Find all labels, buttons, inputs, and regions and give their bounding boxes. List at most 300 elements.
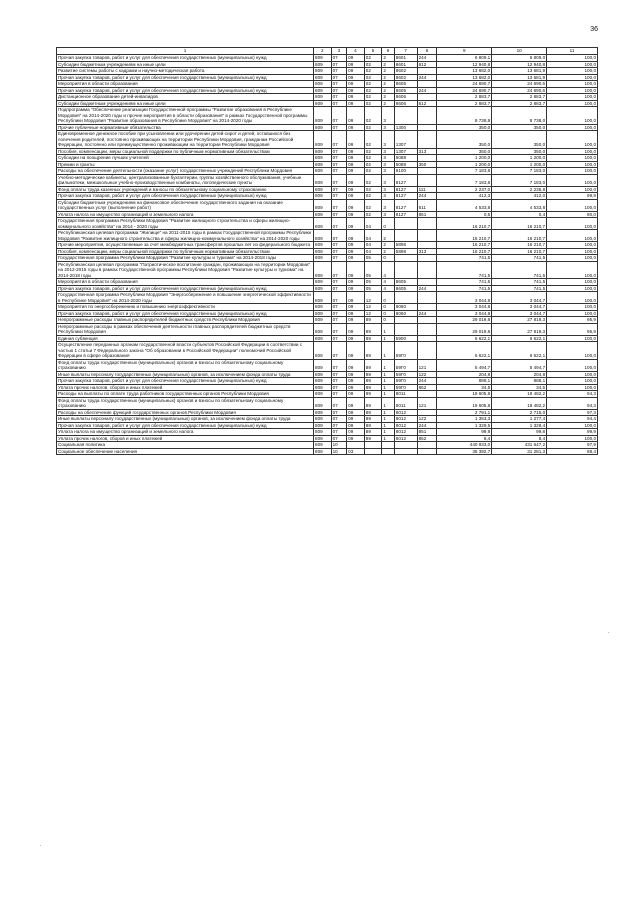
cell-section: 07 — [331, 107, 347, 125]
cell-subsection: 09 — [347, 248, 365, 255]
cell-subprogram: 2 — [382, 248, 394, 255]
cell-expense-type: 121 — [417, 359, 437, 371]
budget-table — [56, 47, 598, 455]
cell-planned: 741,5 — [437, 285, 492, 292]
cell-subprogram: 3 — [382, 211, 394, 218]
cell-subsection: 09 — [347, 61, 365, 68]
cell-subprogram: 3 — [382, 161, 394, 168]
cell-item-code: 59Г0 — [394, 384, 417, 391]
cell-subprogram: 3 — [382, 124, 394, 131]
cell-ministry: 809 — [314, 131, 332, 149]
cell-item-code: 8012 — [394, 409, 417, 416]
cell-section: 07 — [331, 87, 347, 94]
table-row — [57, 261, 598, 279]
cell-executed: 13 681,9 — [492, 68, 547, 75]
cell-subprogram: 4 — [382, 279, 394, 286]
cell-planned: 741,5 — [437, 279, 492, 286]
cell-ministry: 809 — [314, 161, 332, 168]
cell-expense-type: 313 — [417, 148, 437, 155]
cell-description: Субсидии бюджетным учреждениям на иные цели — [57, 100, 314, 107]
cell-subsection: 09 — [347, 342, 365, 360]
cell-section: 10 — [331, 448, 347, 455]
cell-item-code — [394, 218, 417, 230]
cell-expense-type — [417, 292, 437, 304]
cell-executed: 6 622,1 — [492, 342, 547, 360]
cell-item-code: 8605 — [394, 81, 417, 88]
cell-ministry: 809 — [314, 416, 332, 423]
cell-subsection: 09 — [347, 155, 365, 162]
cell-item-code: 8012 — [394, 435, 417, 442]
cell-program: 89 — [364, 378, 382, 385]
cell-percent: 100,0 — [547, 279, 598, 286]
cell-program: 02 — [364, 193, 382, 200]
cell-subprogram: 2 — [382, 100, 394, 107]
column-header: 10 — [492, 48, 547, 55]
cell-subsection: 09 — [347, 161, 365, 168]
cell-planned: 1 200,0 — [437, 155, 492, 162]
cell-percent: 100,0 — [547, 199, 598, 211]
cell-planned: 350,0 — [437, 124, 492, 131]
cell-executed: 350,0 — [492, 124, 547, 131]
cell-planned: 6 809,1 — [437, 55, 492, 62]
cell-percent: 94,3 — [547, 397, 598, 409]
cell-planned: 24 690,7 — [437, 81, 492, 88]
cell-item-code: 8060 — [394, 304, 417, 311]
cell-subprogram: 3 — [382, 199, 394, 211]
cell-subprogram: 1 — [382, 378, 394, 385]
cell-executed: 13 681,9 — [492, 74, 547, 81]
cell-ministry: 809 — [314, 107, 332, 125]
cell-ministry: 809 — [314, 342, 332, 360]
scan-speck — [608, 632, 609, 633]
cell-subsection: 09 — [347, 186, 365, 193]
cell-expense-type: 244 — [417, 193, 437, 200]
table-row — [57, 292, 598, 304]
cell-item-code: 59Г0 — [394, 359, 417, 371]
cell-expense-type: 244 — [417, 74, 437, 81]
cell-section: 07 — [331, 397, 347, 409]
cell-subprogram: 2 — [382, 61, 394, 68]
cell-section: 07 — [331, 68, 347, 75]
cell-section: 07 — [331, 248, 347, 255]
cell-planned: 1 353,3 — [437, 416, 492, 423]
cell-expense-type — [417, 230, 437, 242]
cell-description: Уплата налога на имущество организаций и земельного налога — [57, 429, 314, 436]
cell-expense-type: 852 — [417, 435, 437, 442]
cell-subsection: 09 — [347, 148, 365, 155]
cell-section: 07 — [331, 94, 347, 101]
cell-percent: 100,0 — [547, 335, 598, 342]
cell-percent: 100,0 — [547, 148, 598, 155]
cell-percent: 100,0 — [547, 55, 598, 62]
cell-item-code: 1307 — [394, 131, 417, 149]
cell-planned: 19 605,8 — [437, 397, 492, 409]
page-number: 36 — [590, 26, 598, 33]
cell-section: 07 — [331, 435, 347, 442]
cell-subprogram: 2 — [382, 94, 394, 101]
cell-item-code: 8012 — [394, 416, 417, 423]
cell-percent: 100,0 — [547, 161, 598, 168]
cell-subsection: 09 — [347, 409, 365, 416]
cell-subprogram: 0 — [382, 255, 394, 262]
cell-percent: 100,0 — [547, 248, 598, 255]
cell-expense-type: 611 — [417, 199, 437, 211]
cell-planned: 2 883,7 — [437, 100, 492, 107]
cell-item-code: 8127 — [394, 193, 417, 200]
cell-subsection: 09 — [347, 416, 365, 423]
cell-planned: 741,5 — [437, 255, 492, 262]
cell-section: 07 — [331, 100, 347, 107]
cell-description: Социальная политика — [57, 442, 314, 449]
cell-subprogram: 0 — [382, 304, 394, 311]
cell-percent: 100,0 — [547, 94, 598, 101]
cell-section: 07 — [331, 261, 347, 279]
cell-subsection: 09 — [347, 384, 365, 391]
cell-program: 04 — [364, 242, 382, 249]
cell-program: 02 — [364, 74, 382, 81]
cell-subsection: 09 — [347, 279, 365, 286]
cell-subsection: 09 — [347, 397, 365, 409]
cell-item-code: 5900 — [394, 335, 417, 342]
cell-expense-type: 244 — [417, 378, 437, 385]
cell-expense-type: 244 — [417, 87, 437, 94]
cell-item-code: 8602 — [394, 68, 417, 75]
column-header: 11 — [547, 48, 598, 55]
cell-subsection: 09 — [347, 107, 365, 125]
cell-percent: 100,0 — [547, 435, 598, 442]
cell-percent: 100,0 — [547, 242, 598, 249]
cell-expense-type: 612 — [417, 100, 437, 107]
cell-section: 10 — [331, 442, 347, 449]
cell-executed: 7 183,0 — [492, 168, 547, 175]
table-row — [57, 397, 598, 409]
cell-percent: 100,0 — [547, 168, 598, 175]
cell-ministry: 809 — [314, 242, 332, 249]
cell-subsection: 09 — [347, 242, 365, 249]
cell-description: Прочая закупка товаров, работ и услуг для обеспечения государственных (муниципальных) нужд — [57, 87, 314, 94]
column-header: 7 — [394, 48, 417, 55]
cell-item-code: 8012 — [394, 429, 417, 436]
cell-item-code — [394, 261, 417, 279]
cell-percent: 100,0 — [547, 310, 598, 317]
cell-percent: 100,0 — [547, 87, 598, 94]
cell-subprogram: 1 — [382, 416, 394, 423]
cell-executed: 16 210,7 — [492, 230, 547, 242]
cell-ministry: 809 — [314, 199, 332, 211]
cell-ministry: 809 — [314, 81, 332, 88]
cell-planned: 204,8 — [437, 371, 492, 378]
cell-subprogram: 0 — [382, 310, 394, 317]
cell-item-code: 8606 — [394, 100, 417, 107]
cell-expense-type: 851 — [417, 429, 437, 436]
cell-planned: 16 210,7 — [437, 218, 492, 230]
cell-expense-type: 244 — [417, 55, 437, 62]
cell-subprogram: 3 — [382, 193, 394, 200]
cell-item-code: 8127 — [394, 186, 417, 193]
cell-ministry: 809 — [314, 422, 332, 429]
cell-program: 89 — [364, 422, 382, 429]
cell-description: Единая субвенция — [57, 335, 314, 342]
cell-program: 02 — [364, 155, 382, 162]
cell-ministry: 809 — [314, 87, 332, 94]
cell-expense-type — [417, 448, 437, 455]
cell-planned: 1 200,0 — [437, 161, 492, 168]
cell-expense-type: 313 — [417, 248, 437, 255]
cell-ministry: 809 — [314, 100, 332, 107]
cell-item-code: 8012 — [394, 422, 417, 429]
cell-expense-type: 244 — [417, 422, 437, 429]
cell-executed: 350,0 — [492, 148, 547, 155]
cell-subprogram: 3 — [382, 168, 394, 175]
cell-subprogram: 1 — [382, 429, 394, 436]
cell-subsection: 09 — [347, 310, 365, 317]
cell-ministry: 809 — [314, 124, 332, 131]
cell-expense-type: 244 — [417, 285, 437, 292]
cell-subprogram: 3 — [382, 148, 394, 155]
cell-ministry: 809 — [314, 384, 332, 391]
cell-planned: 29 019,8 — [437, 323, 492, 335]
cell-program: 02 — [364, 161, 382, 168]
cell-program: 02 — [364, 168, 382, 175]
cell-section: 07 — [331, 148, 347, 155]
cell-percent: 100,0 — [547, 174, 598, 186]
cell-expense-type — [417, 342, 437, 360]
cell-subsection: 09 — [347, 68, 365, 75]
cell-executed: 2 883,7 — [492, 100, 547, 107]
cell-executed: 1 200,0 — [492, 161, 547, 168]
cell-percent: 94,4 — [547, 416, 598, 423]
cell-section: 07 — [331, 416, 347, 423]
cell-percent: 97,9 — [547, 442, 598, 449]
cell-program: 05 — [364, 279, 382, 286]
cell-item-code: 8011 — [394, 397, 417, 409]
cell-ministry: 809 — [314, 230, 332, 242]
cell-ministry: 809 — [314, 292, 332, 304]
cell-program: 12 — [364, 292, 382, 304]
cell-description: Прочая закупка товаров, работ и услуг для обеспечения государственных (муниципальных) нужд — [57, 285, 314, 292]
cell-program: 89 — [364, 397, 382, 409]
cell-subprogram: 1 — [382, 391, 394, 398]
cell-item-code: 8605 — [394, 285, 417, 292]
cell-item-code: 8127 — [394, 211, 417, 218]
cell-section: 07 — [331, 174, 347, 186]
cell-section: 07 — [331, 211, 347, 218]
cell-subprogram: 3 — [382, 186, 394, 193]
cell-subsection: 09 — [347, 199, 365, 211]
cell-percent: 95,9 — [547, 317, 598, 324]
cell-section: 07 — [331, 230, 347, 242]
cell-subprogram: 1 — [382, 422, 394, 429]
cell-program: 89 — [364, 359, 382, 371]
cell-percent: 100,0 — [547, 61, 598, 68]
cell-planned: 1 329,5 — [437, 422, 492, 429]
cell-subprogram: 2 — [382, 81, 394, 88]
cell-ministry: 809 — [314, 211, 332, 218]
cell-item-code: 8602 — [394, 74, 417, 81]
cell-ministry: 809 — [314, 429, 332, 436]
cell-subprogram: 1 — [382, 323, 394, 335]
cell-description: Учебно-методические кабинеты, централизованные бухгалтерии, группы хозяйственного обслуживания, учебные фильмотеки, межшкольные учебно-производственные комбинаты, логопедические пункты — [57, 174, 314, 186]
cell-executed: 24 690,6 — [492, 81, 547, 88]
cell-program: 02 — [364, 81, 382, 88]
cell-section: 07 — [331, 186, 347, 193]
cell-subprogram: 2 — [382, 55, 394, 62]
cell-executed: 5 494,7 — [492, 359, 547, 371]
cell-ministry: 809 — [314, 186, 332, 193]
cell-executed: 18 482,2 — [492, 397, 547, 409]
cell-subprogram: 1 — [382, 359, 394, 371]
cell-section: 07 — [331, 317, 347, 324]
cell-section: 07 — [331, 342, 347, 360]
cell-ministry: 809 — [314, 261, 332, 279]
cell-description: Осуществление переданных органам государственной власти субъектов Российской Федерации в соответствии с частью 1 статьи 7 Федерального закона "Об образовании в Российской Федерации" полномочий Российской Федерации в сфере образования — [57, 342, 314, 360]
cell-description: Дистанционное образование детей-инвалидов — [57, 94, 314, 101]
cell-executed: 34,5 — [492, 384, 547, 391]
cell-executed: 8,4 — [492, 435, 547, 442]
cell-program: 12 — [364, 304, 382, 311]
cell-description: Прочая закупка товаров, работ и услуг для обеспечения государственных (муниципальных) нужд — [57, 378, 314, 385]
cell-item-code: 1307 — [394, 148, 417, 155]
cell-expense-type: 612 — [417, 61, 437, 68]
table-row — [57, 174, 598, 186]
cell-item-code: 8605 — [394, 279, 417, 286]
cell-description: Уплата прочих налогов, сборов и иных платежей — [57, 435, 314, 442]
cell-description: Развитие системы работы с кадрами и научно-методическая работа — [57, 68, 314, 75]
cell-executed: 6 622,1 — [492, 335, 547, 342]
cell-executed: 431 647,2 — [492, 442, 547, 449]
cell-subsection: 09 — [347, 218, 365, 230]
cell-section: 07 — [331, 218, 347, 230]
cell-expense-type: 851 — [417, 211, 437, 218]
cell-percent: 100,0 — [547, 422, 598, 429]
cell-executed: 6 809,0 — [492, 55, 547, 62]
cell-percent: 100,0 — [547, 342, 598, 360]
cell-subprogram: 4 — [382, 261, 394, 279]
cell-executed: 741,5 — [492, 285, 547, 292]
cell-executed: 741,5 — [492, 261, 547, 279]
cell-item-code: 5898 — [394, 242, 417, 249]
cell-percent: 100,0 — [547, 359, 598, 371]
cell-ministry: 809 — [314, 317, 332, 324]
cell-program: 02 — [364, 131, 382, 149]
cell-percent: 88,4 — [547, 448, 598, 455]
cell-percent: 100,0 — [547, 261, 598, 279]
cell-description: Мероприятия в области образования — [57, 279, 314, 286]
cell-section: 07 — [331, 323, 347, 335]
cell-planned: 16 210,7 — [437, 230, 492, 242]
cell-subsection: 09 — [347, 131, 365, 149]
cell-planned: 8,4 — [437, 435, 492, 442]
cell-ministry: 809 — [314, 279, 332, 286]
cell-subsection: 09 — [347, 429, 365, 436]
cell-item-code: 8601 — [394, 55, 417, 62]
cell-section: 07 — [331, 124, 347, 131]
cell-percent: 100,0 — [547, 74, 598, 81]
cell-item-code: 8100 — [394, 168, 417, 175]
cell-expense-type: 244 — [417, 310, 437, 317]
cell-ministry: 809 — [314, 442, 332, 449]
cell-program: 02 — [364, 61, 382, 68]
cell-percent: 100,0 — [547, 285, 598, 292]
cell-ministry: 809 — [314, 61, 332, 68]
cell-description: Мероприятия по энергосбережению и повышению энергоэффективности — [57, 304, 314, 311]
cell-planned: 2 237,0 — [437, 186, 492, 193]
cell-item-code: 59Г0 — [394, 371, 417, 378]
cell-item-code: 5898 — [394, 248, 417, 255]
cell-expense-type — [417, 218, 437, 230]
cell-executed: 1 329,4 — [492, 422, 547, 429]
cell-program: 02 — [364, 55, 382, 62]
cell-subsection: 09 — [347, 255, 365, 262]
table-row — [57, 218, 598, 230]
cell-program: 02 — [364, 68, 382, 75]
cell-ministry: 809 — [314, 94, 332, 101]
cell-percent: 99,9 — [547, 193, 598, 200]
cell-planned: 16 210,7 — [437, 248, 492, 255]
cell-ministry: 809 — [314, 310, 332, 317]
cell-subprogram: 1 — [382, 384, 394, 391]
cell-subsection: 09 — [347, 285, 365, 292]
cell-executed: 3 044,7 — [492, 292, 547, 304]
table-row — [57, 107, 598, 125]
cell-section: 07 — [331, 378, 347, 385]
cell-percent: 100,0 — [547, 100, 598, 107]
cell-ministry: 809 — [314, 435, 332, 442]
cell-subsection: 09 — [347, 230, 365, 242]
cell-program: 02 — [364, 174, 382, 186]
cell-expense-type: 111 — [417, 186, 437, 193]
column-header: 6 — [382, 48, 394, 55]
cell-section: 07 — [331, 155, 347, 162]
cell-program — [364, 448, 382, 455]
cell-percent: 100,0 — [547, 304, 598, 311]
cell-subprogram: 3 — [382, 131, 394, 149]
cell-section: 07 — [331, 61, 347, 68]
cell-planned: 412,3 — [437, 193, 492, 200]
cell-program: 02 — [364, 124, 382, 131]
cell-item-code: 8606 — [394, 94, 417, 101]
cell-percent: 100,0 — [547, 131, 598, 149]
cell-description: Непрограммные расходы главных распорядителей бюджетных средств Республики Мордовия — [57, 317, 314, 324]
cell-planned: 34,5 — [437, 384, 492, 391]
cell-executed: 3 044,7 — [492, 304, 547, 311]
cell-section: 07 — [331, 242, 347, 249]
cell-section: 07 — [331, 391, 347, 398]
cell-program: 02 — [364, 199, 382, 211]
cell-percent: 100,0 — [547, 255, 598, 262]
cell-description: Единовременное денежное пособие при усыновлении или удочерении детей-сирот и детей, оставшихся без попечения родителей, постоянно проживающих на территории Республики Мордовия, гражданам Российской Федерации, постоянно или преимущественно проживающим на территории Республики Мордовия — [57, 131, 314, 149]
cell-description: Пособия, компенсации, меры социальной поддержки по публичным нормативным обязательствам — [57, 148, 314, 155]
cell-ministry: 809 — [314, 378, 332, 385]
cell-ministry: 809 — [314, 148, 332, 155]
cell-description: Мероприятия в области образования — [57, 81, 314, 88]
scan-speck — [40, 845, 41, 846]
cell-description: Прочие публичные нормативные обязательства — [57, 124, 314, 131]
cell-percent: 100,0 — [547, 218, 598, 230]
cell-percent: 100,0 — [547, 371, 598, 378]
cell-planned: 3 044,8 — [437, 292, 492, 304]
cell-section: 07 — [331, 422, 347, 429]
cell-subprogram: 3 — [382, 107, 394, 125]
cell-ministry: 809 — [314, 323, 332, 335]
cell-expense-type — [417, 323, 437, 335]
cell-percent: 100,0 — [547, 186, 598, 193]
cell-item-code — [394, 323, 417, 335]
cell-percent: 100,0 — [547, 124, 598, 131]
cell-subsection: 09 — [347, 435, 365, 442]
cell-program: 89 — [364, 384, 382, 391]
cell-percent: 100,0 — [547, 81, 598, 88]
